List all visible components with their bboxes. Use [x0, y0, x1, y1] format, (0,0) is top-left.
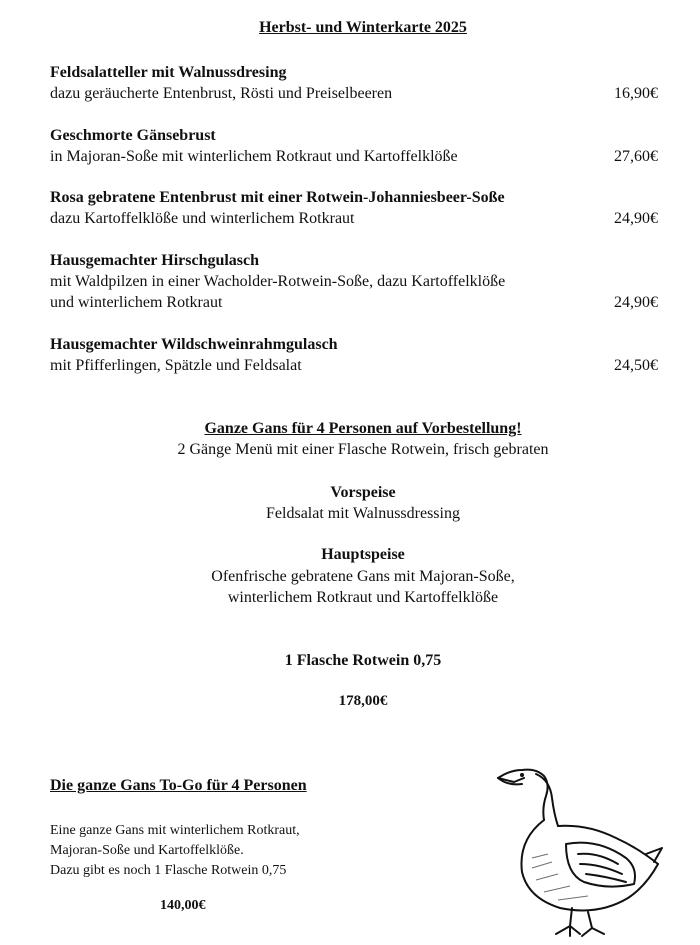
set-menu-subheading: 2 Gänge Menü mit einer Flasche Rotwein, frisch gebraten — [177, 441, 549, 458]
menu-item — [50, 334, 658, 376]
starter-text: Feldsalat mit Walnussdressing — [266, 505, 460, 522]
goose-illustration — [488, 758, 664, 938]
item-price: 24,90€ — [614, 294, 658, 311]
togo-line: Dazu gibt es noch 1 Flasche Rotwein 0,75 — [50, 863, 287, 878]
item-description: und winterlichem Rotkraut — [50, 294, 223, 311]
item-name: Geschmorte Gänsebrust — [50, 127, 216, 144]
togo-price: 140,00€ — [160, 898, 206, 913]
menu-item — [50, 125, 658, 167]
item-price: 27,60€ — [614, 148, 658, 165]
item-description: dazu geräucherte Entenbrust, Rösti und Preiselbeeren — [50, 85, 393, 102]
item-name: Hausgemachter Wildschweinrahmgulasch — [50, 336, 338, 353]
item-name: Rosa gebratene Entenbrust mit einer Rotwein-Johanniesbeer-Soße — [50, 189, 505, 206]
starter-heading: Vorspeise — [330, 484, 396, 501]
item-description: mit Waldpilzen in einer Wacholder-Rotwein-Soße, dazu Kartoffelklöße — [50, 273, 506, 290]
item-price: 24,50€ — [614, 357, 658, 374]
togo-heading: Die ganze Gans To-Go für 4 Personen — [50, 777, 307, 794]
set-menu-price: 178,00€ — [338, 693, 388, 709]
menu-item — [50, 187, 658, 229]
main-course-line: Ofenfrische gebratene Gans mit Majoran-Soße, — [211, 568, 515, 585]
menu-item — [50, 62, 658, 104]
item-price: 16,90€ — [614, 85, 658, 102]
item-name: Hausgemachter Hirschgulasch — [50, 252, 260, 269]
item-price: 24,90€ — [614, 210, 658, 227]
item-name: Feldsalatteller mit Walnussdresing — [50, 64, 287, 81]
togo-line: Eine ganze Gans mit winterlichem Rotkraut, — [50, 823, 300, 838]
togo-line: Majoran-Soße und Kartoffelklöße. — [50, 843, 244, 858]
item-description: dazu Kartoffelklöße und winterlichem Rotkraut — [50, 210, 355, 227]
menu-title: Herbst- und Winterkarte 2025 — [259, 19, 467, 36]
togo-description — [50, 821, 300, 881]
main-course-line: winterlichem Rotkraut und Kartoffelklöße — [227, 589, 499, 606]
item-description: in Majoran-Soße mit winterlichem Rotkraut und Kartoffelklöße — [50, 148, 458, 165]
item-description: mit Pfifferlingen, Spätzle und Feldsalat — [50, 357, 302, 374]
wine-line: 1 Flasche Rotwein 0,75 — [284, 652, 442, 669]
main-course-heading: Hauptspeise — [321, 546, 405, 563]
set-menu-heading: Ganze Gans für 4 Personen auf Vorbestellung! — [204, 420, 522, 437]
menu-item — [50, 250, 658, 313]
